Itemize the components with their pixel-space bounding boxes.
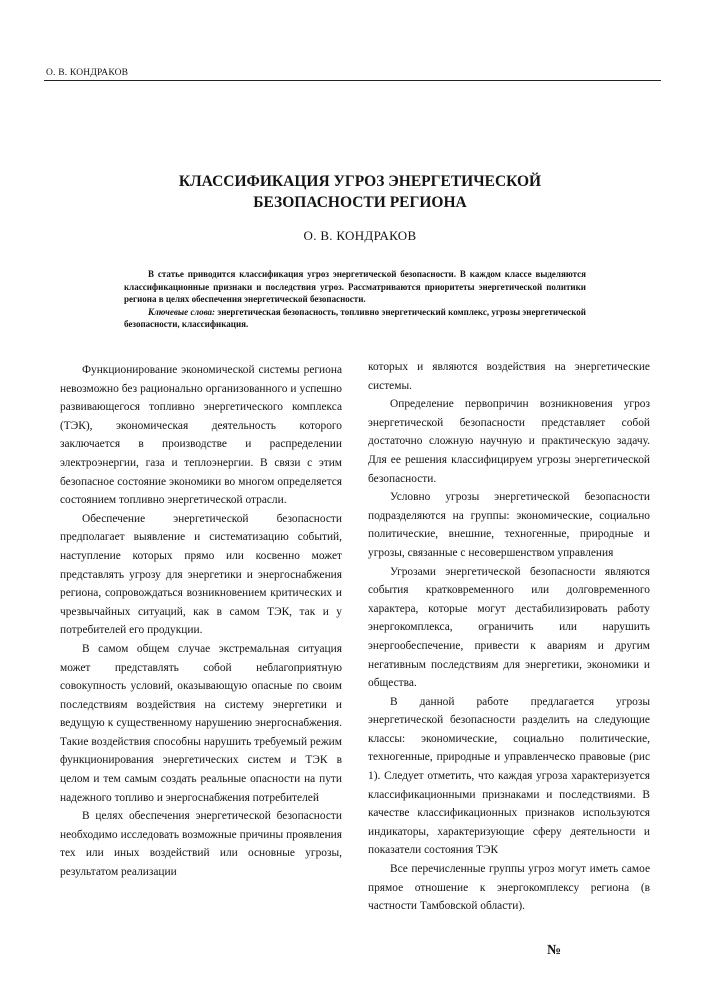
keywords-label: Ключевые слова: (148, 306, 216, 317)
keywords-line (124, 306, 586, 331)
paragraph: В самом общем случае экстремальная ситуация может представлять собой неблагоприятную совокупность условий, оказывающую опасные по своим последствиям воздействия на систему энергетики и ведущую к существенному нарушению энергоснабжения. Такие воздействия способны нарушить требуемый режим функционирования энергетических систем и ТЭК в целом и тем самым создать реальные опасности на пути надежного топливо и энергоснабжения потребителей (60, 642, 342, 804)
running-head: О. В. КОНДРАКОВ (46, 68, 129, 78)
paragraph: Обеспечение энергетической безопасности предполагает выявление и систематизацию событий, наступление которых прямо или косвенно может представлять угрозу для энергетики и энергоснабжения региона, сопровождаться возникновением критических и чрезвычайных ситуаций, как в самом ТЭК, так и у потребителей его продукции. (60, 512, 342, 637)
article-title (60, 171, 660, 213)
body-column-left (60, 361, 342, 882)
paragraph: В целях обеспечения энергетической безопасности необходимо исследовать возможные причины проявления тех или иных воздействий или основные угрозы, результатом реализации (60, 810, 342, 879)
paragraph: Функционирование экономической системы региона невозможно без рационально организованного и успешно развивающегося топливно энергетического комплекса (ТЭК), экономическая деятельность которого заключается в производстве и распределении электроэнергии, газа и теплоэнергии. В связи с этим безопасное состояние экономики во многом определяется состоянием топливно энергетической отрасли. (60, 364, 342, 507)
keywords-text: энергетическая безопасность, топливно энергетический комплекс, угрозы энергетической безопасности, классификация. (124, 306, 586, 330)
paragraph: В данной работе предлагается угрозы энергетической безопасности разделить на следующие классы: экономические, социально политические, техногенные, природные и управленческо правовые (рис 1). Следует отметить, что каждая угроза характеризуется классификационными признаками и последствиями. В качестве классификационных признаков используются индикаторы, характеризующие сферу деятельности и показатели состояния ТЭК (368, 695, 650, 857)
page-number-mark: № (547, 943, 562, 958)
title-line-1: КЛАССИФИКАЦИЯ УГРОЗ ЭНЕРГЕТИЧЕСКОЙ (178, 173, 542, 190)
author-name: О. В. КОНДРАКОВ (303, 228, 417, 243)
title-line-2: БЕЗОПАСНОСТИ РЕГИОНА (253, 194, 467, 211)
body-column-right (368, 358, 650, 916)
paragraph: Угрозами энергетической безопасности являются события кратковременного или долговременного характера, которые могут дестабилизировать работу энергокомплекса, ограничить или нарушить энергообеспечение, привести к авариям и другим негативным последствиям для энергетики, экономики и общества. (368, 565, 650, 690)
paragraph: Определение первопричин возникновения угроз энергетической безопасности представляет собой достаточно сложную научную и практическую задачу. Для ее решения классифицируем угрозы энергетической безопасности. (368, 398, 650, 485)
header-rule (44, 80, 661, 81)
abstract-text: В статье приводится классификация угроз энергетической безопасности. В каждом классе выделяются классификационные признаки и последствия угроз. Рассматриваются приоритеты энергетической политики региона в целях обеспечения энергетической безопасности. (124, 269, 586, 305)
abstract (124, 268, 586, 331)
paragraph: Условно угрозы энергетической безопасности подразделяются на группы: экономические, социально политические, внешние, техногенные, природные и угрозы, связанные с несовершенством управления (368, 491, 650, 559)
paragraph-continuation: которых и являются воздействия на энергетические системы. (368, 361, 650, 392)
paragraph: Все перечисленные группы угроз могут иметь самое прямое отношение к энергокомплексу региона (в частности Тамбовской области). (368, 863, 650, 913)
